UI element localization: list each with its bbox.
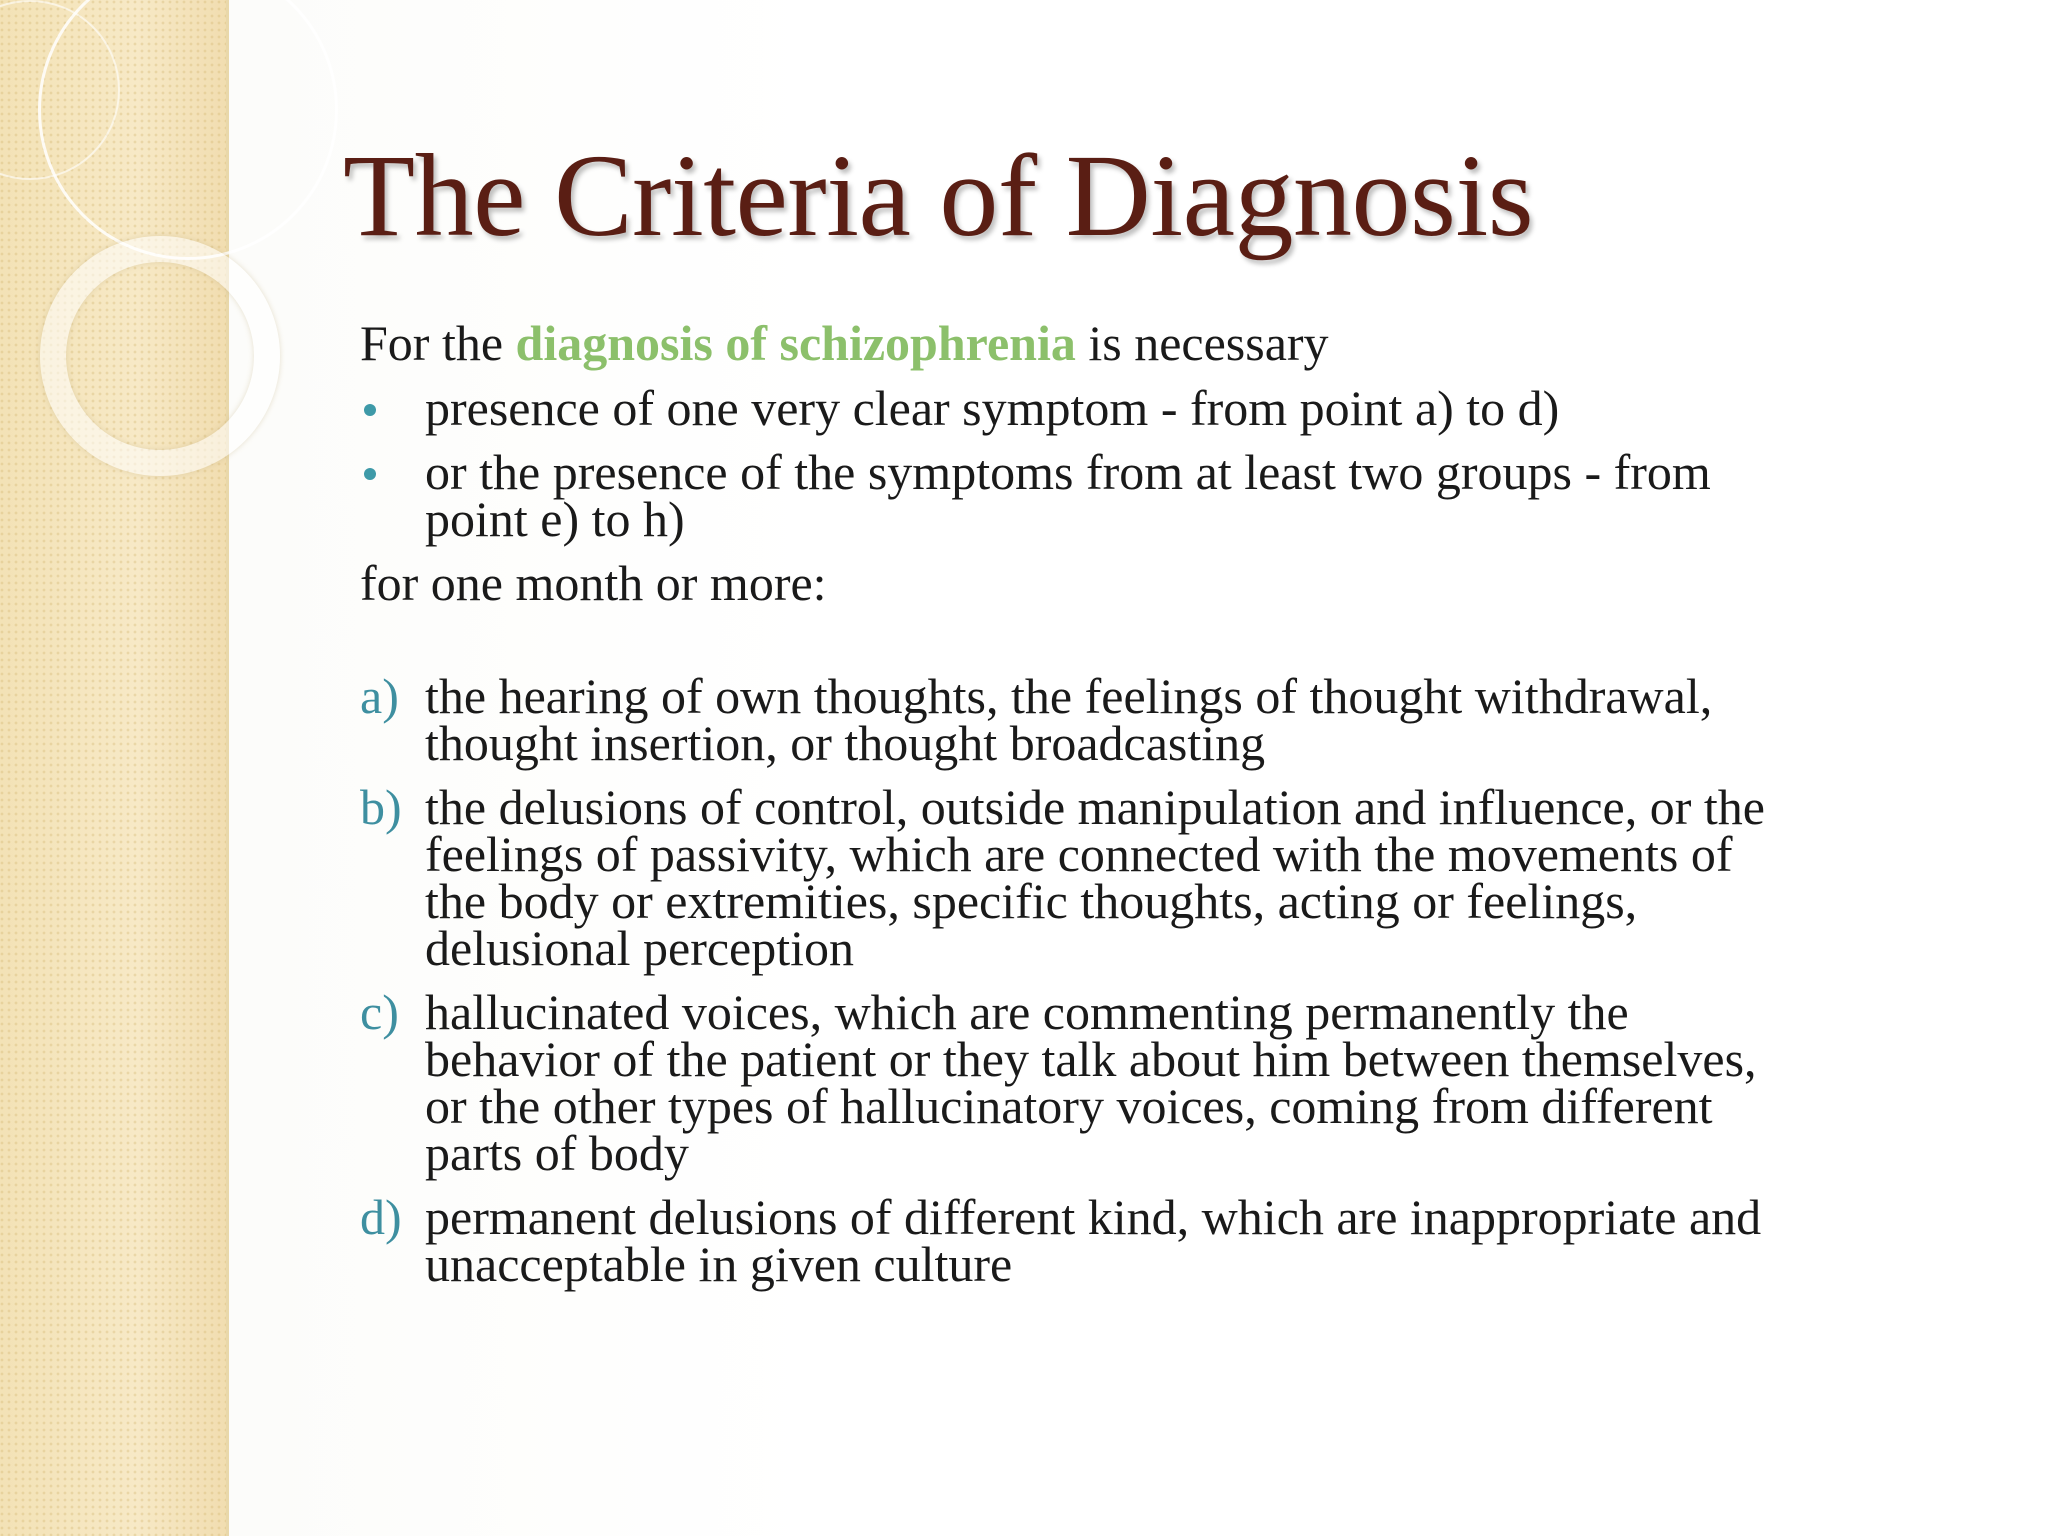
criterion-line: permanent delusions of different kind, which are inappropriate and — [425, 1189, 1762, 1245]
criterion-line: unacceptable in given culture — [425, 1236, 1013, 1292]
bullet-line: or the presence of the symptoms from at least two groups - from — [425, 444, 1711, 500]
criterion-line: delusional perception — [425, 920, 855, 976]
criterion-item-a — [360, 668, 1960, 771]
spacer — [360, 607, 1960, 673]
criterion-line: the delusions of control, outside manipulation and influence, or the — [425, 779, 1765, 835]
bullet-line: point e) to h) — [425, 491, 685, 547]
criterion-line: feelings of passivity, which are connected with the movements of — [425, 826, 1733, 882]
criterion-marker: c) — [360, 984, 399, 1040]
slide-body — [360, 315, 1960, 1305]
criterion-marker: b) — [360, 779, 402, 835]
intro-line — [360, 315, 1960, 371]
criterion-line: hallucinated voices, which are commenting permanently the — [425, 984, 1629, 1040]
bullet-item — [360, 380, 1960, 436]
intro-text-after: is necessary — [1075, 315, 1329, 371]
bullet-line: presence of one very clear symptom - from point a) to d) — [425, 380, 1560, 436]
bullet-dot-icon — [364, 468, 376, 480]
bullet-dot-icon — [364, 404, 376, 416]
criterion-marker: d) — [360, 1189, 402, 1245]
criterion-item-b — [360, 779, 1960, 976]
criterion-line: the hearing of own thoughts, the feelings of thought withdrawal, — [425, 668, 1713, 724]
criterion-line: behavior of the patient or they talk about him between themselves, — [425, 1031, 1757, 1087]
criterion-line: or the other types of hallucinatory voices, coming from different — [425, 1078, 1713, 1134]
intro-text-before: For the — [360, 315, 516, 371]
slide-title: The Criteria of Diagnosis — [343, 130, 1534, 261]
decorative-ring-thick — [40, 236, 280, 476]
criterion-item-c — [360, 984, 1960, 1181]
criterion-marker: a) — [360, 668, 399, 724]
criterion-line: parts of body — [425, 1125, 689, 1181]
criterion-line: the body or extremities, specific thoughts, acting or feelings, — [425, 873, 1638, 929]
intro-highlight: diagnosis of schizophrenia — [515, 315, 1076, 371]
criterion-line: thought insertion, or thought broadcasting — [425, 715, 1266, 771]
bullet-item — [360, 444, 1960, 547]
criterion-item-d — [360, 1189, 1960, 1292]
closing-line: for one month or more: — [360, 555, 827, 611]
